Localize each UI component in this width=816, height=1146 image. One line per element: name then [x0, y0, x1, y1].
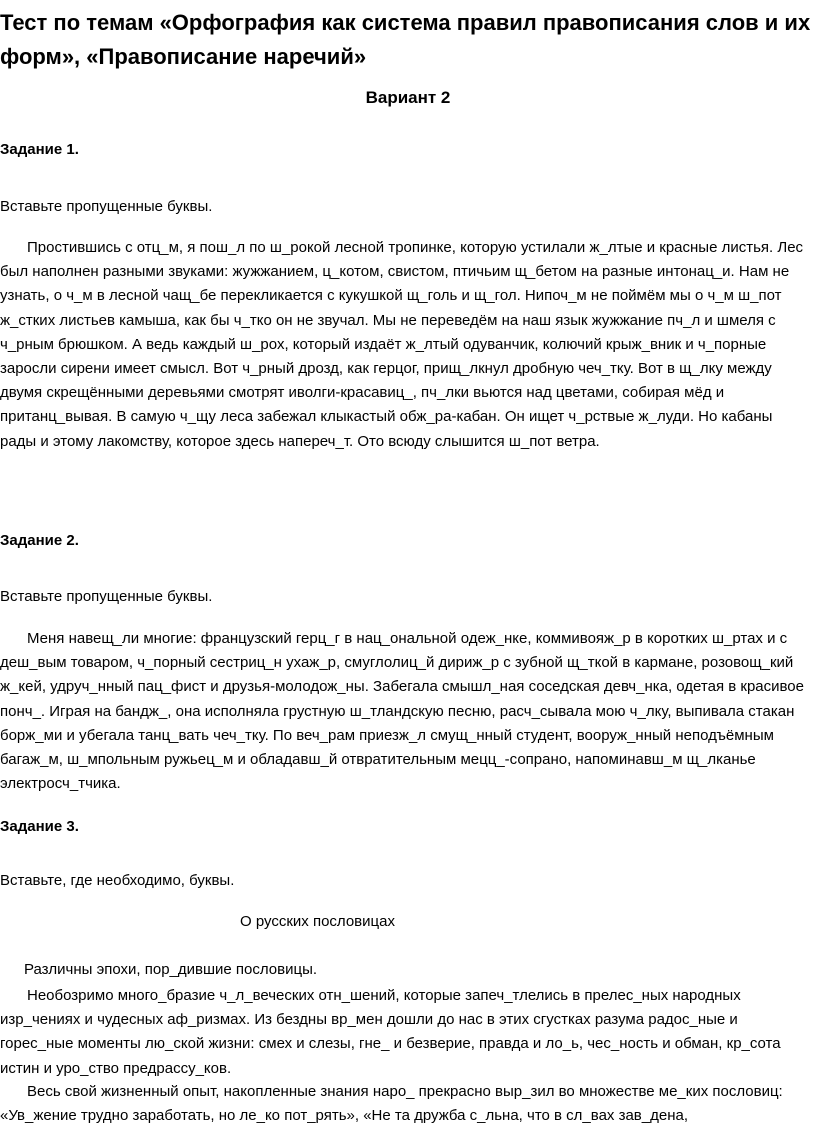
task3-subtitle: О русских пословицах: [240, 913, 395, 930]
task1-heading: Задание 1.: [0, 141, 79, 158]
task2-text: Меня навещ_ли многие: французский герц_г в нац_ональной одеж_нке, коммивояж_р в коротких ш_ртах и с деш_вым товаром, ч_порный сестриц_н ухаж_р, смуглолиц_й дириж_р с зубной щ_ткой в кармане, розовощ_кий ж_кей, удруч_нный пац_фист и друзья-молодож_ны. Забегала смышл_ная соседская девч_нка, одетая в красивое понч_. Играя на бандж_, она исполняла грустную ш_тландскую песню, расч_сывала мою ч_лку, выпивала стакан борж_ми и убегала танц_вать чеч_тку. По веч_рам приезж_л смущ_нный студент, вооруж_нный неподъёмным багаж_м, ш_мпольным ружьец_м и обладавш_й отвратительным мецц_-сопрано, напоминавш_м щ_лканье электросч_тчика.: [0, 630, 804, 793]
task2-instruction: Вставьте пропущенные буквы.: [0, 588, 213, 605]
variant-label: Вариант 2: [365, 88, 451, 107]
task3-paragraph-3: Весь свой жизненный опыт, накопленные знания наро_ прекрасно выр_зил во множестве ме_ких пословиц: «Ув_жение трудно заработать, но ле_ко пот_рять», «Не та дружба с_льна, что в сл_вах зав_дена,: [0, 1083, 783, 1125]
task3-paragraph-1: Различны эпохи, пор_дившие пословицы.: [24, 961, 318, 978]
task3-heading: Задание 3.: [0, 818, 79, 835]
task1-instruction: Вставьте пропущенные буквы.: [0, 198, 213, 215]
task3-instruction: Вставьте, где необходимо, буквы.: [0, 872, 235, 889]
task2-heading: Задание 2.: [0, 532, 79, 549]
task3-paragraph-2: Необозримо много_бразие ч_л_веческих отн_шений, которые запеч_тлелись в прелес_ных народных изр_чениях и чудесных аф_ризмах. Из бездны вр_мен дошли до нас в этих сгустках разума радос_ные и горес_ные моменты лю_ской жизни: смех и слезы, гне_ и безверие, правда и ло_ь, чес_ность и обман, кр_сота истин и уро_ство предрассу_ков.: [0, 987, 781, 1077]
document-title: Тест по темам «Орфография как система правил правописания слов и их форм», «Правописание наречий»: [0, 10, 811, 69]
task1-text: Простившись с отц_м, я пош_л по ш_рокой лесной тропинке, которую устилали ж_лтые и красные листья. Лес был наполнен разными звуками: жужжанием, ц_котом, свистом, птичьим щ_бетом на разные интонац_и. Нам не узнать, о ч_м в лесной чащ_бе перекликается с кукушкой щ_голь и щ_гол. Нипоч_м не поймём мы о ч_м ш_пот ж_стких листьев камыша, как бы ч_тко он не звучал. Мы не переведём на наш язык жужжание пч_л и шмеля с ч_рным брюшком. А ведь каждый ш_рох, который издаёт ж_лтый одуванчик, колючий крыж_вник и ч_порные заросли сирени имеет смысл. Вот ч_рный дрозд, как герцог, прищ_лкнул дробную чеч_тку. Вот в щ_лку между двумя скрещёнными деревьями смотрят иволги-красавиц_, пч_лки вьются над цветами, собирая мёд и пританц_вывая. В самую ч_щу леса забежал клыкастый обж_ра-кабан. Он ищет ч_рствые ж_луди. Но кабаны рады и этому лакомству, которое здесь напереч_т. Ото всюду слышится ш_пот ветра.: [0, 239, 804, 450]
